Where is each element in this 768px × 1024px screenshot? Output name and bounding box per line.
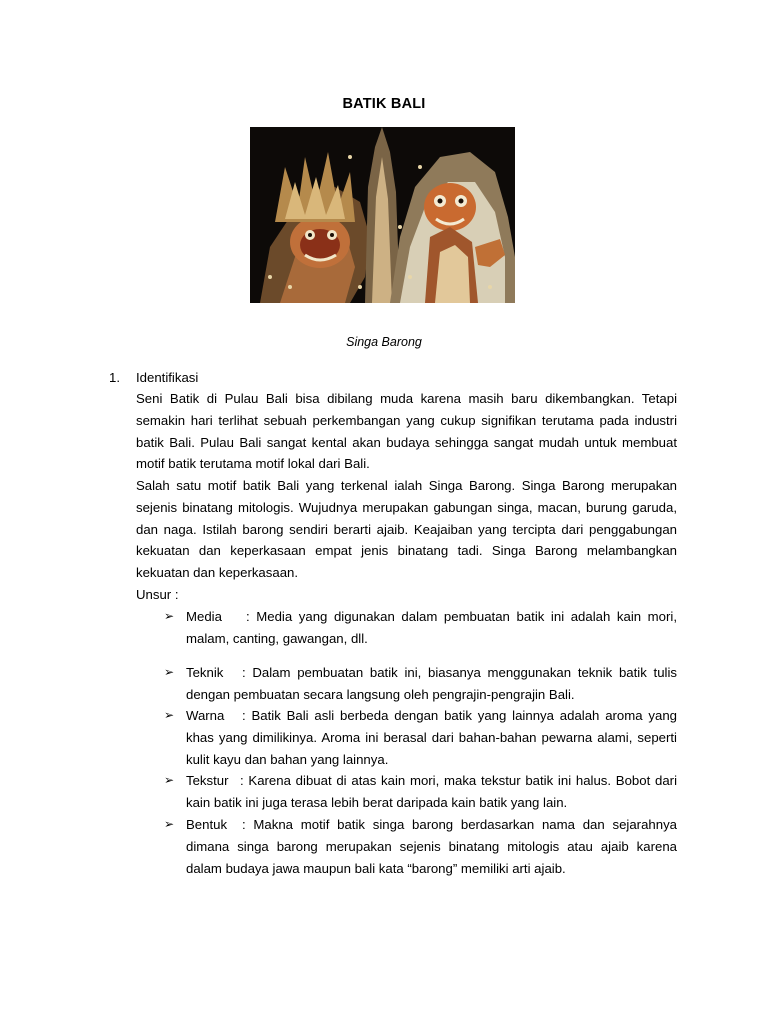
list-item-term: Tekstur <box>186 773 229 788</box>
paragraph-singa-barong: Salah satu motif batik Bali yang terkenal ialah Singa Barong. Singa Barong merupakan sejenis binatang mitologis. Wujudnya merupakan gabungan singa, macan, burung garuda, dan naga. Istilah barong sendiri berarti ajaib. Keajaiban yang tercipta dari penggabungan kekuatan dan keperkasaan empat jenis binatang tadi. Singa Barong melambangkan kekuatan dan keperkasaan. <box>136 478 677 581</box>
list-item-text: : Dalam pembuatan batik ini, biasanya menggunakan teknik batik tulis dengan pembuatan secara langsung oleh pengrajin-pengrajin Bali. <box>186 665 677 702</box>
bullet-arrow-icon: ➢ <box>164 817 175 831</box>
bullet-arrow-icon: ➢ <box>164 609 175 623</box>
list-item-text: : Media yang digunakan dalam pembuatan batik ini adalah kain mori, malam, canting, gawangan, dll. <box>186 609 677 646</box>
list-item-term: Bentuk <box>186 817 228 832</box>
barong-artwork-image <box>250 127 515 303</box>
paragraph-intro: Seni Batik di Pulau Bali bisa dibilang muda karena masih baru dikembangkan. Tetapi semakin hari terlihat sebuah perkembangan yang cukup signifikan terutama pada industri batik Bali. Pulau Bali sangat kental akan budaya sehingga sangat mudah untuk membuat motif batik terutama motif lokal dari Bali. <box>136 391 677 472</box>
figure-caption: Singa Barong <box>346 335 422 349</box>
bullet-arrow-icon: ➢ <box>164 708 175 722</box>
list-item-text: : Makna motif batik singa barong berdasarkan nama dan sejarahnya dimana singa barong merupakan sejenis binatang mitologis atau ajaib karena dalam budaya jawa maupun bali kata “barong” memiliki arti ajaib. <box>186 817 677 876</box>
list-item-term: Warna <box>186 708 225 723</box>
section-number: 1. <box>109 370 120 385</box>
list-item-term: Media <box>186 609 222 624</box>
unsur-label: Unsur : <box>136 587 179 602</box>
document-title: BATIK BALI <box>342 96 426 112</box>
list-item-text: : Batik Bali asli berbeda dengan batik yang lainnya adalah aroma yang khas yang dimilikinya. Aroma ini berasal dari bahan-bahan pewarna alami, seperti kulit kayu dan bahan yang lainnya. <box>186 708 677 767</box>
bullet-arrow-icon: ➢ <box>164 665 175 679</box>
list-item-text: : Karena dibuat di atas kain mori, maka tekstur batik ini halus. Bobot dari kain batik ini juga terasa lebih berat daripada kain batik yang lain. <box>186 773 677 810</box>
list-item-term: Teknik <box>186 665 224 680</box>
bullet-arrow-icon: ➢ <box>164 773 175 787</box>
section-title: Identifikasi <box>136 370 199 385</box>
